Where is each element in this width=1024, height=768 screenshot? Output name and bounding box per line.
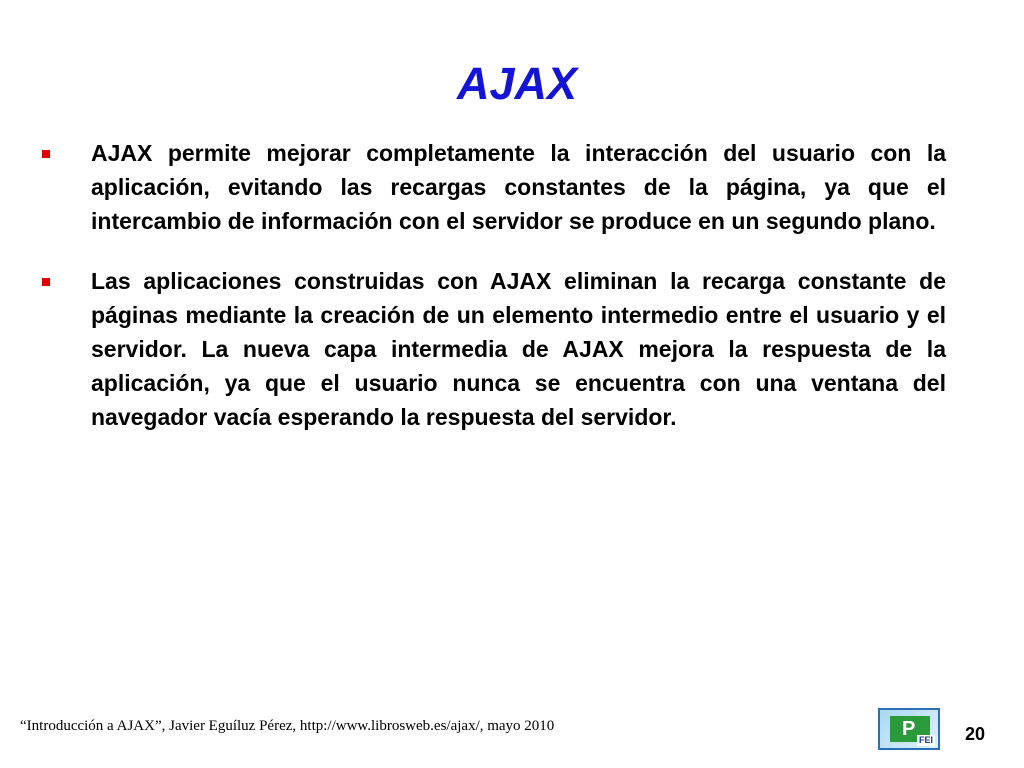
bullet-item [40,264,946,434]
bullet-text: Las aplicaciones construidas con AJAX eliminan la recarga constante de páginas mediante la creación de un elemento intermedio entre el usuario y el servidor. La nueva capa intermedia de AJAX mejora la respuesta de la aplicación, ya que el usuario nunca se encuentra con una ventana del navegador vacía esperando la respuesta del servidor. [91,268,946,430]
bullet-list [40,136,946,460]
square-bullet-icon [42,278,50,286]
logo-letter: P [902,718,916,740]
source-citation: “Introducción a AJAX”, Javier Eguíluz Pérez, http://www.librosweb.es/ajax/, mayo 2010 [20,718,555,734]
slide-title: AJAX [456,58,578,109]
bullet-text: AJAX permite mejorar completamente la interacción del usuario con la aplicación, evitando las recargas constantes de la página, ya que el intercambio de información con el servidor se produce en un segundo plano. [91,140,946,234]
institution-logo [878,708,940,750]
square-bullet-icon [42,150,50,158]
logo-tag: FEI [918,735,933,745]
bullet-item [40,136,946,238]
page-number: 20 [965,724,986,744]
